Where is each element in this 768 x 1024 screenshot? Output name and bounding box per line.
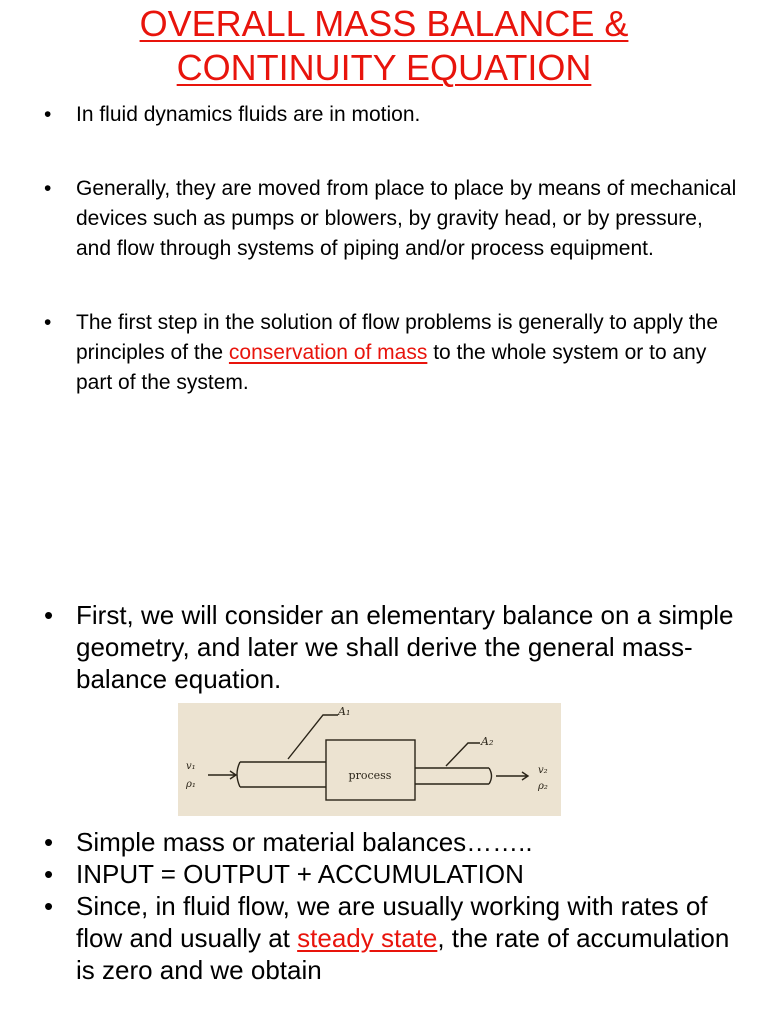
area-a2-label: A₂ <box>481 735 494 748</box>
bullet-text: In fluid dynamics fluids are in motion. <box>76 103 421 126</box>
bullet-dot: • <box>44 859 54 889</box>
bullet-item <box>40 599 740 695</box>
rho2-label: ρ₂ <box>538 781 548 792</box>
inlet-pipe <box>237 762 326 787</box>
bullet-text: INPUT = OUTPUT + ACCUMULATION <box>76 859 524 889</box>
page-title <box>0 2 768 90</box>
process-flow-diagram <box>178 703 561 816</box>
bullet-dot: • <box>44 600 54 630</box>
outlet-pipe <box>415 768 492 784</box>
bullet-item <box>40 174 740 264</box>
bullet-text: Since, in fluid flow, we are usually working with rates of flow and usually at <box>76 891 708 953</box>
intro-bullet-list <box>40 100 740 398</box>
bullet-dot: • <box>44 177 52 200</box>
outlet-arrow <box>496 772 528 780</box>
bullet-text: Simple mass or material balances…….. <box>76 827 533 857</box>
bullet-dot: • <box>44 891 54 921</box>
bullet-text: The first step in the solution of flow problems is generally to apply the principles of the <box>76 311 718 364</box>
a2-leader <box>446 743 480 766</box>
v1-label: v₁ <box>186 761 196 772</box>
bullet-text: First, we will consider an elementary balance on a simple geometry, and later we shall derive the general mass-balance equation. <box>76 600 734 694</box>
bullet-text: , the rate of accumulation is zero and we obtain <box>76 923 730 985</box>
v2-label: v₂ <box>538 765 548 776</box>
bullet-dot: • <box>44 311 52 334</box>
bullet-item <box>40 308 740 398</box>
process-label: process <box>348 769 392 782</box>
title-line-1: OVERALL MASS BALANCE & <box>139 3 629 44</box>
bullet-text: to the whole system or to any part of the system. <box>76 341 707 394</box>
bullet-item <box>40 100 740 130</box>
process-diagram-svg <box>178 703 561 816</box>
title-line-2: CONTINUITY EQUATION <box>176 47 592 88</box>
bullet-dot: • <box>44 827 54 857</box>
rho1-label: ρ₁ <box>186 779 196 790</box>
steady-state-link[interactable]: steady state <box>297 923 438 953</box>
conclusion-bullet-list <box>40 826 740 986</box>
bullet-item <box>40 858 740 890</box>
balance-bullet-list <box>40 599 740 695</box>
inlet-arrow <box>208 771 236 779</box>
bullet-item <box>40 826 740 858</box>
bullet-dot: • <box>44 103 52 126</box>
area-a1-label: A₁ <box>338 705 351 718</box>
bullet-item <box>40 890 740 986</box>
conservation-of-mass-link[interactable]: conservation of mass <box>228 341 428 364</box>
bullet-text: Generally, they are moved from place to place by means of mechanical devices such as pumps or blowers, by gravity head, or by pressure, and flow through systems of piping and/or process equipment. <box>76 177 737 260</box>
a1-leader <box>288 715 338 759</box>
